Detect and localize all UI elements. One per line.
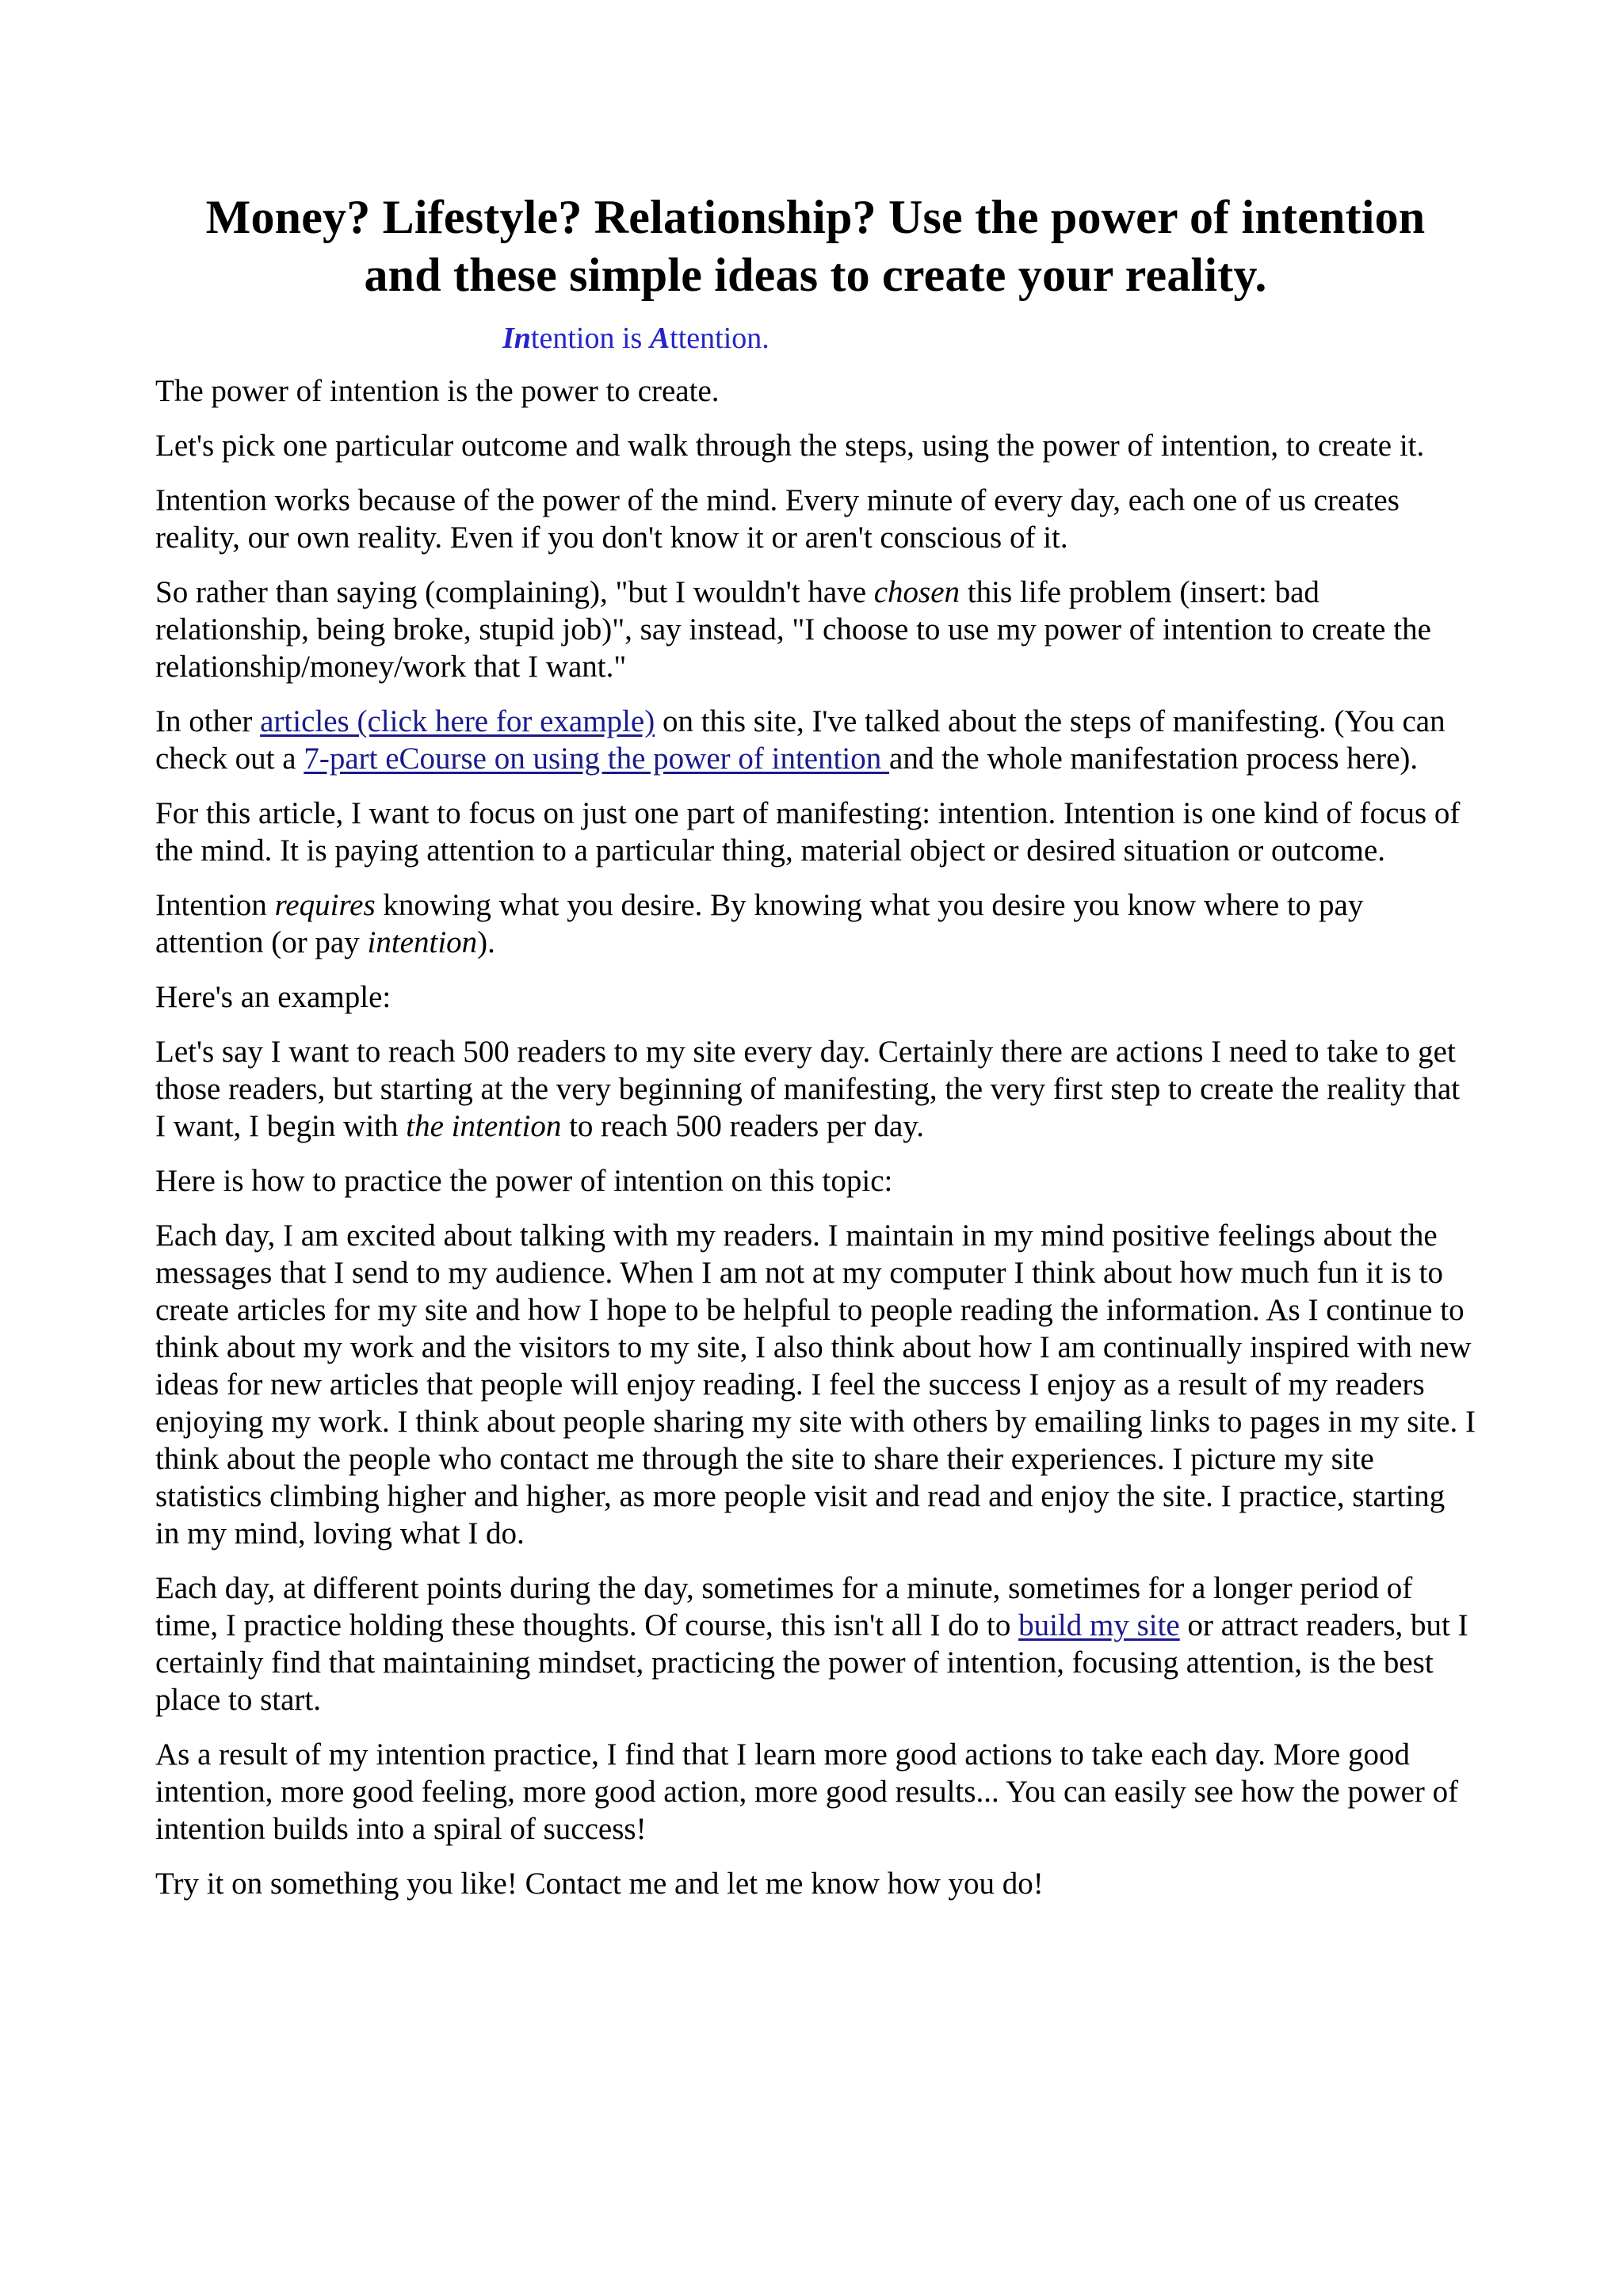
paragraph-14: Try it on something you like! Contact me and let me know how you do! [155,1867,1044,1901]
paragraph-4 [155,574,1476,685]
tagline-in-bold: In [502,322,531,355]
paragraph-9-before: Let's say I want to reach 500 readers to my site every day. Certainly there are actions I need to take to get those readers, but starting at the very beginning of manifesting, the very first step to create the reality that I want, I begin with [155,1035,1461,1143]
paragraph-7-emphasis-2: intention [367,925,478,959]
paragraph-4-emphasis: chosen [873,575,960,609]
articles-example-link[interactable]: articles (click here for example) [260,704,655,738]
ecourse-link[interactable]: 7-part eCourse on using the power of intention [304,742,890,776]
paragraph-8: Here's an example: [155,980,391,1014]
title-line-2: and these simple ideas to create your reality. [364,249,1267,301]
paragraph-6: For this article, I want to focus on just one part of manifesting: intention. Intention is one kind of focus of the mind. It is paying attention to a particular thing, material object or desired situation or outcome. [155,796,1461,868]
paragraph-7-after: ). [477,925,495,959]
paragraph-3: Intention works because of the power of the mind. Every minute of every day, each one of us creates reality, our own reality. Even if you don't know it or aren't conscious of it. [155,483,1400,555]
paragraph-1: The power of intention is the power to create. [155,374,720,408]
paragraph-4-before: So rather than saying (complaining), "but I wouldn't have [155,575,874,609]
paragraph-10: Here is how to practice the power of intention on this topic: [155,1164,893,1198]
paragraph-13: As a result of my intention practice, I find that I learn more good actions to take each day. More good intention, more good feeling, more good action, more good results... You can easily see how the power of intention builds into a spiral of success! [155,1737,1459,1846]
paragraph-7 [155,887,1476,961]
paragraph-12-after: or attract readers, but I certainly find that maintaining mindset, practicing the power of intention, focusing attention, is the best place to start. [155,1608,1468,1717]
paragraph-5-middle: on this site, I've talked about the steps of manifesting. (You can check out a [155,704,1445,776]
paragraph-5 [155,703,1476,777]
build-my-site-link[interactable]: build my site [1018,1608,1180,1642]
paragraph-5-before: In other [155,704,261,738]
paragraph-11: Each day, I am excited about talking with my readers. I maintain in my mind positive feelings about the messages that I send to my audience. When I am not at my computer I think about how much fun it is to create articles for my site and how I hope to be helpful to people reading the information. As I continue to think about my work and the visitors to my site, I also think about how I am continually inspired with new ideas for new articles that people will enjoy reading. I feel the success I enjoy as a result of my readers enjoying my work. I think about people sharing my site with others by emailing links to pages in my site. I think about the people who contact me through the site to share their experiences. I picture my site statistics climbing higher and higher, as more people visit and read and enjoy the site. I practice, starting in my mind, loving what I do. [155,1219,1476,1550]
title-line-1: Money? Lifestyle? Relationship? Use the power of intention [205,191,1426,243]
tagline-a-bold: A [649,322,670,355]
paragraph-9-after: to reach 500 readers per day. [561,1109,924,1143]
paragraph-4-after: this life problem (insert: bad relationship, being broke, stupid job)", say instead, "I choose to use my power of intention to create the relationship/money/work that I want." [155,575,1431,684]
paragraph-2: Let's pick one particular outcome and walk through the steps, using the power of intention, to create it. [155,429,1425,463]
paragraph-7-before: Intention [155,888,275,922]
paragraph-7-middle: knowing what you desire. By knowing what you desire you know where to pay attention (or pay [155,888,1364,959]
article [155,189,1476,1902]
tagline-a-rest: ttention. [670,322,769,355]
paragraph-5-after: and the whole manifestation process here). [889,742,1419,776]
paragraph-9-emphasis: the intention [406,1109,562,1143]
paragraph-9 [155,1033,1476,1145]
tagline-in-rest: tention is [530,322,650,355]
paragraph-12 [155,1569,1476,1718]
page-title [155,189,1476,304]
tagline [502,320,1476,357]
paragraph-7-emphasis-1: requires [274,888,376,922]
paragraph-12-before: Each day, at different points during the day, sometimes for a minute, sometimes for a longer period of time, I practice holding these thoughts. Of course, this isn't all I do to [155,1571,1413,1642]
